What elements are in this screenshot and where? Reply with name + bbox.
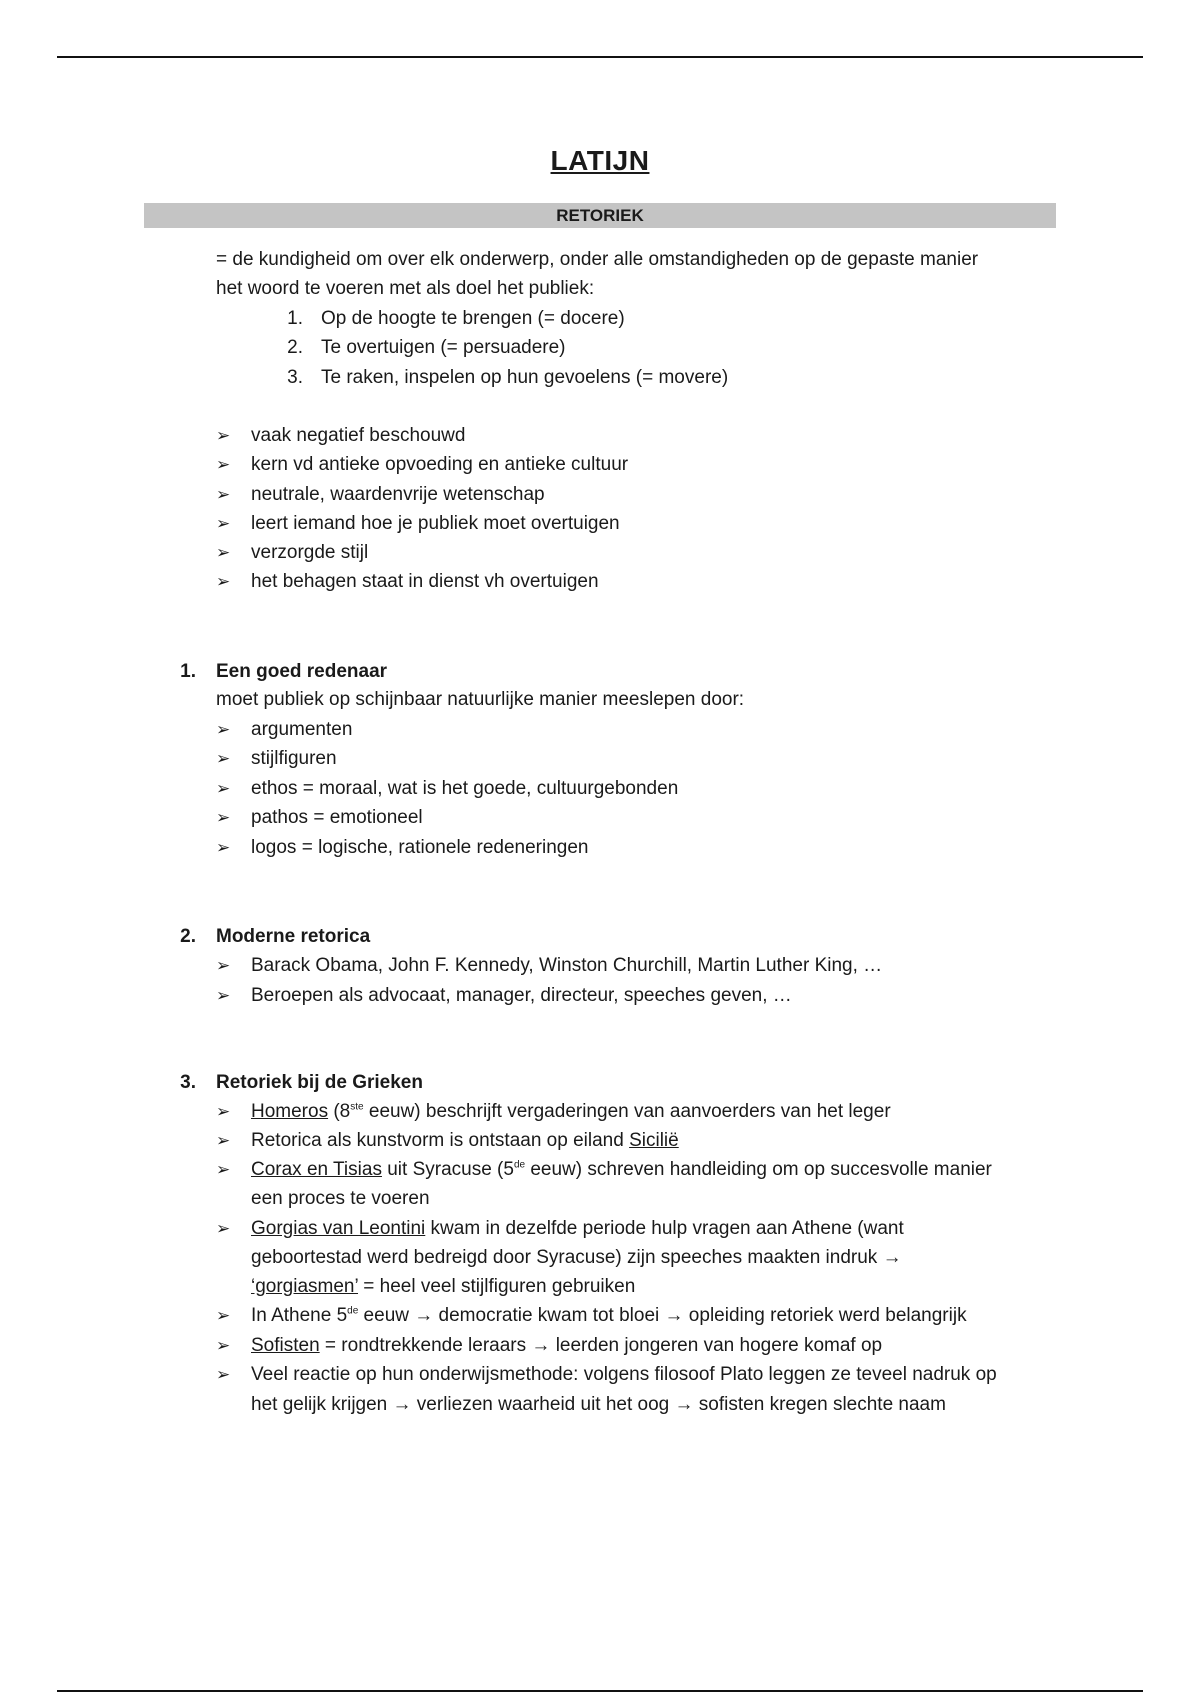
bullet-item <box>251 1129 679 1153</box>
bullet-item <box>251 1158 992 1182</box>
list-item: Te raken, inspelen op hun gevoelens (= movere) <box>321 367 729 388</box>
arrow-right-icon: → <box>674 1394 694 1415</box>
arrow-right-icon: → <box>414 1305 434 1326</box>
section-number: 3. <box>180 1072 196 1093</box>
text-span: eeuw <box>358 1305 415 1326</box>
bullet-item <box>251 1334 882 1358</box>
text-span: eeuw) schreven handleiding om op succesvolle manier <box>525 1159 992 1180</box>
bullet-arrow-icon: ➢ <box>216 572 231 591</box>
arrow-right-icon: → <box>531 1335 551 1356</box>
arrow-right-icon: → <box>664 1305 684 1326</box>
superscript: de <box>513 1159 526 1171</box>
bullet-arrow-icon: ➢ <box>216 485 231 504</box>
section-heading: Moderne retorica <box>216 926 371 947</box>
list-item: Te overtuigen (= persuadere) <box>321 337 566 358</box>
bullet-item: het behagen staat in dienst vh overtuigen <box>251 571 599 592</box>
text-span: Retorica als kunstvorm is ontstaan op eiland <box>251 1130 630 1151</box>
bullet-arrow-icon: ➢ <box>216 1336 231 1355</box>
bullet-item: neutrale, waardenvrije wetenschap <box>251 484 545 505</box>
section-number: 2. <box>180 926 196 947</box>
definition-line-1: = de kundigheid om over elk onderwerp, onder alle omstandigheden op de gepaste manier <box>216 249 979 270</box>
bullet-arrow-icon: ➢ <box>216 808 231 827</box>
bullet-item: Barack Obama, John F. Kennedy, Winston Churchill, Martin Luther King, … <box>251 955 883 976</box>
bullet-arrow-icon: ➢ <box>216 1160 231 1179</box>
bullet-continuation <box>251 1246 902 1270</box>
bullet-item: stijlfiguren <box>251 748 337 769</box>
list-number: 3. <box>287 367 303 388</box>
bullet-arrow-icon: ➢ <box>216 956 231 975</box>
text-span: democratie kwam tot bloei <box>433 1305 665 1326</box>
section-heading: Retoriek bij de Grieken <box>216 1072 423 1093</box>
bullet-arrow-icon: ➢ <box>216 749 231 768</box>
bullet-item <box>251 1304 967 1328</box>
bullet-item: vaak negatief beschouwd <box>251 425 466 446</box>
bullet-item: kern vd antieke opvoeding en antieke cultuur <box>251 454 629 475</box>
text-span: leerden jongeren van hogere komaf op <box>550 1335 883 1356</box>
bullet-arrow-icon: ➢ <box>216 1102 231 1121</box>
bullet-item: logos = logische, rationele redeneringen <box>251 837 589 858</box>
underlined-term: Gorgias van Leontini <box>251 1218 426 1239</box>
bullet-item <box>251 1100 891 1124</box>
bullet-continuation <box>251 1275 635 1299</box>
bullet-continuation: een proces te voeren <box>251 1188 430 1209</box>
bullet-item: ethos = moraal, wat is het goede, cultuurgebonden <box>251 778 679 799</box>
bullet-arrow-icon: ➢ <box>216 1306 231 1325</box>
underlined-term: Corax en Tisias <box>251 1159 382 1180</box>
section-banner: RETORIEK <box>144 203 1056 228</box>
bullet-arrow-icon: ➢ <box>216 543 231 562</box>
text-span: = rondtrekkende leraars <box>319 1335 532 1356</box>
underlined-term: Homeros <box>251 1101 329 1122</box>
bullet-arrow-icon: ➢ <box>216 1219 231 1238</box>
underlined-term: ‘gorgiasmen’ <box>251 1276 359 1297</box>
bullet-item: pathos = emotioneel <box>251 807 423 828</box>
bullet-arrow-icon: ➢ <box>216 455 231 474</box>
page-title: LATIJN <box>550 145 650 176</box>
bullet-arrow-icon: ➢ <box>216 838 231 857</box>
section-number: 1. <box>180 661 196 682</box>
bullet-arrow-icon: ➢ <box>216 720 231 739</box>
bullet-arrow-icon: ➢ <box>216 514 231 533</box>
arrow-right-icon: → <box>392 1394 412 1415</box>
bullet-arrow-icon: ➢ <box>216 986 231 1005</box>
bullet-item: Veel reactie op hun onderwijsmethode: volgens filosoof Plato leggen ze teveel nadruk op <box>251 1364 997 1385</box>
superscript: de <box>347 1305 359 1317</box>
text-span: verliezen waarheid uit het oog <box>411 1394 675 1415</box>
definition-line-2: het woord te voeren met als doel het publiek: <box>216 278 595 299</box>
text-span: (8 <box>328 1101 351 1122</box>
text-span: In Athene 5 <box>251 1305 348 1326</box>
bullet-arrow-icon: ➢ <box>216 779 231 798</box>
list-number: 2. <box>287 337 303 358</box>
bullet-arrow-icon: ➢ <box>216 1131 231 1150</box>
text-span: opleiding retoriek werd belangrijk <box>683 1305 967 1326</box>
text-span: eeuw) beschrijft vergaderingen van aanvoerders van het leger <box>363 1101 891 1122</box>
bullet-item: argumenten <box>251 719 353 740</box>
bullet-arrow-icon: ➢ <box>216 426 231 445</box>
list-item: Op de hoogte te brengen (= docere) <box>321 308 625 329</box>
footer-rule <box>57 1690 1143 1692</box>
superscript: ste <box>350 1101 364 1113</box>
header-rule <box>57 56 1143 58</box>
text-span: = heel veel stijlfiguren gebruiken <box>358 1276 636 1297</box>
text-span: kwam in dezelfde periode hulp vragen aan Athene (want <box>425 1218 904 1239</box>
text-span: uit Syracuse (5 <box>381 1159 514 1180</box>
section-heading: Een goed redenaar <box>216 661 388 682</box>
underlined-term: Sicilië <box>629 1130 679 1151</box>
bullet-item: verzorgde stijl <box>251 542 369 563</box>
text-span: geboortestad werd bedreigd door Syracuse) zijn speeches maakten indruk <box>251 1247 878 1268</box>
text-span: het gelijk krijgen <box>251 1394 393 1415</box>
bullet-item: leert iemand hoe je publiek moet overtuigen <box>251 513 620 534</box>
section-intro: moet publiek op schijnbaar natuurlijke manier meeslepen door: <box>216 689 745 710</box>
bullet-item <box>251 1217 904 1241</box>
underlined-term: Sofisten <box>251 1335 320 1356</box>
bullet-item: Beroepen als advocaat, manager, directeur, speeches geven, … <box>251 985 792 1006</box>
bullet-arrow-icon: ➢ <box>216 1365 231 1384</box>
text-span: sofisten kregen slechte naam <box>693 1394 946 1415</box>
bullet-continuation <box>251 1393 946 1417</box>
arrow-right-icon: → <box>882 1247 902 1268</box>
list-number: 1. <box>287 308 303 329</box>
